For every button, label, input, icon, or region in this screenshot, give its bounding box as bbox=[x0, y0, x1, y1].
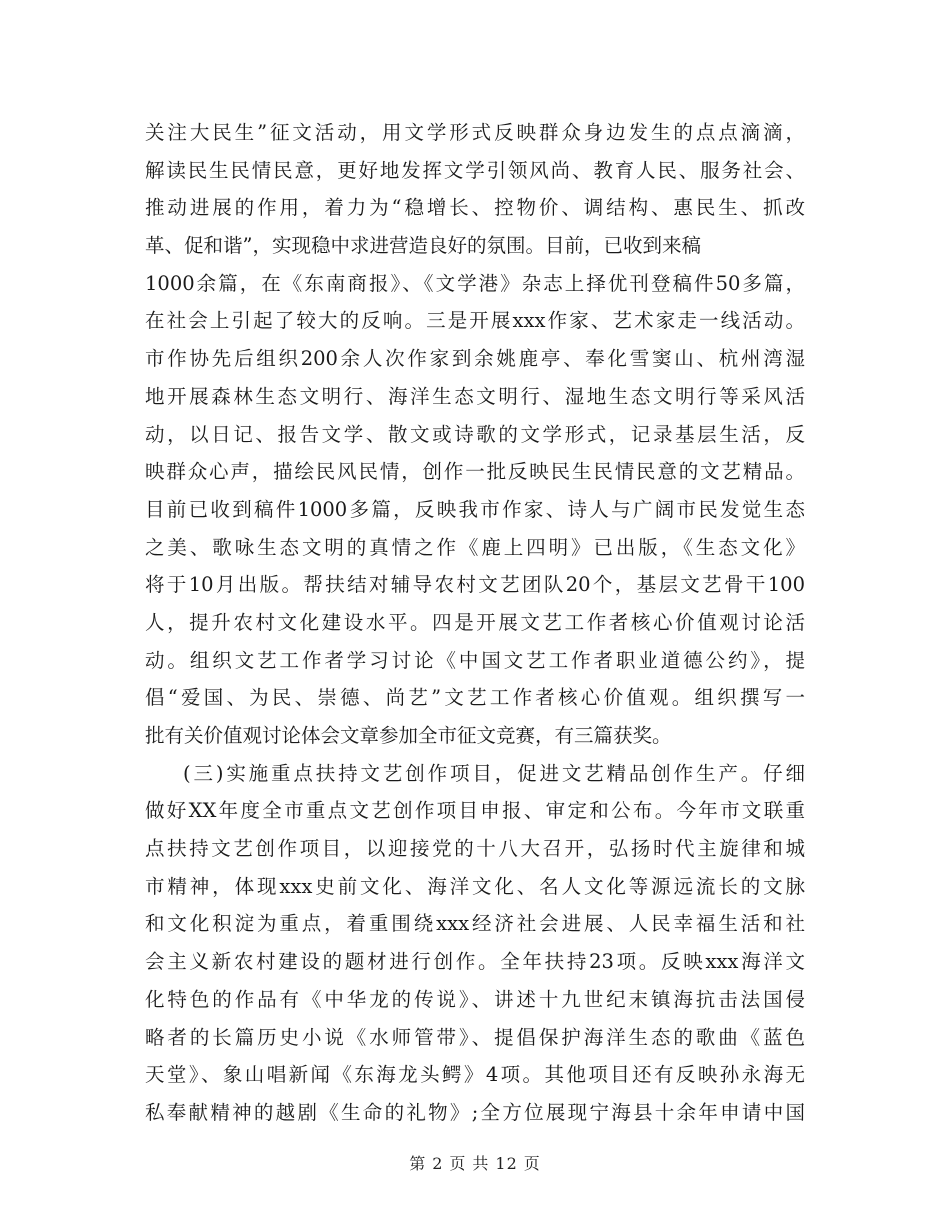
text-line-5: 1000余篇，在《东南商报》、《文学港》杂志上择优刊登稿件50多篇， bbox=[145, 271, 805, 295]
text-line-4: 革、促和谐”，实现稳中求进营造良好的氛围。目前，已收到来稿 bbox=[145, 234, 701, 258]
text-line-7: 市作协先后组织200余人次作家到余姚鹿亭、奉化雪窦山、杭州湾湿 bbox=[145, 347, 805, 371]
text-line-8: 地开展森林生态文明行、海洋生态文明行、湿地生态文明行等采风活 bbox=[145, 384, 805, 408]
text-line-22: 和文化积淀为重点，着重围绕xxx经济社会进展、人民幸福生活和社 bbox=[145, 912, 805, 936]
text-line-21: 市精神，体现xxx史前文化、海洋文化、名人文化等源远流长的文脉 bbox=[145, 874, 805, 898]
page-label-suffix: 页 bbox=[523, 1154, 541, 1173]
text-line-20: 点扶持文艺创作项目，以迎接党的十八大召开，弘扬时代主旋律和城 bbox=[145, 837, 805, 861]
text-line-26: 天堂》、象山唱新闻《东海龙头鳄》4项。其他项目还有反映孙永海无 bbox=[145, 1063, 805, 1087]
text-line-9: 动，以日记、报告文学、散文或诗歌的文学形式，记录基层生活，反 bbox=[145, 422, 805, 446]
text-line-1: 关注大民生”征文活动，用文学形式反映群众身边发生的点点滴滴， bbox=[145, 121, 805, 144]
page-label-prefix: 第 bbox=[409, 1154, 427, 1173]
page-label-total-prefix: 共 bbox=[472, 1154, 490, 1173]
text-line-2: 解读民生民情民意，更好地发挥文学引领风尚、教育人民、服务社会、 bbox=[145, 158, 805, 182]
text-line-23: 会主义新农村建设的题材进行创作。全年扶持23项。反映xxx海洋文 bbox=[145, 950, 805, 974]
text-line-16: 倡“爱国、为民、崇德、尚艺”文艺工作者核心价值观。组织撰写一 bbox=[145, 686, 805, 710]
text-line-12: 之美、歌咏生态文明的真情之作《鹿上四明》已出版，《生态文化》 bbox=[145, 535, 805, 559]
page-footer bbox=[0, 1151, 950, 1174]
page-label-mid: 页 bbox=[449, 1154, 467, 1173]
text-line-6: 在社会上引起了较大的反响。三是开展xxx作家、艺术家走一线活动。 bbox=[145, 309, 805, 333]
text-line-27: 私奉献精神的越剧《生命的礼物》;全方位展现宁海县十余年申请中国 bbox=[145, 1100, 805, 1124]
total-pages-number: 12 bbox=[495, 1154, 518, 1173]
text-line-25: 略者的长篇历史小说《水师管带》、提倡保护海洋生态的歌曲《蓝色 bbox=[145, 1025, 805, 1049]
text-line-14: 人，提升农村文化建设水平。四是开展文艺工作者核心价值观讨论活 bbox=[145, 610, 805, 634]
text-line-15: 动。组织文艺工作者学习讨论《中国文艺工作者职业道德公约》，提 bbox=[145, 648, 805, 672]
current-page-number: 2 bbox=[432, 1154, 444, 1173]
text-line-11: 目前已收到稿件1000多篇，反映我市作家、诗人与广阔市民发觉生态 bbox=[145, 497, 805, 521]
text-line-10: 映群众心声，描绘民风民情，创作一批反映民生民情民意的文艺精品。 bbox=[145, 460, 805, 484]
body-text bbox=[145, 114, 805, 1132]
text-line-19: 做好XX年度全市重点文艺创作项目申报、审定和公布。今年市文联重 bbox=[145, 799, 805, 823]
text-line-3: 推动进展的作用，着力为“稳增长、控物价、调结构、惠民生、抓改 bbox=[145, 196, 805, 220]
text-line-18: (三)实施重点扶持文艺创作项目，促进文艺精品创作生产。仔细 bbox=[183, 761, 805, 785]
text-line-24: 化特色的作品有《中华龙的传说》、讲述十九世纪末镇海抗击法国侵 bbox=[145, 987, 805, 1011]
text-line-17: 批有关价值观讨论体会文章参加全市征文竞赛，有三篇获奖。 bbox=[145, 724, 672, 747]
text-line-13: 将于10月出版。帮扶结对辅导农村文艺团队20个，基层文艺骨干100 bbox=[145, 573, 805, 597]
